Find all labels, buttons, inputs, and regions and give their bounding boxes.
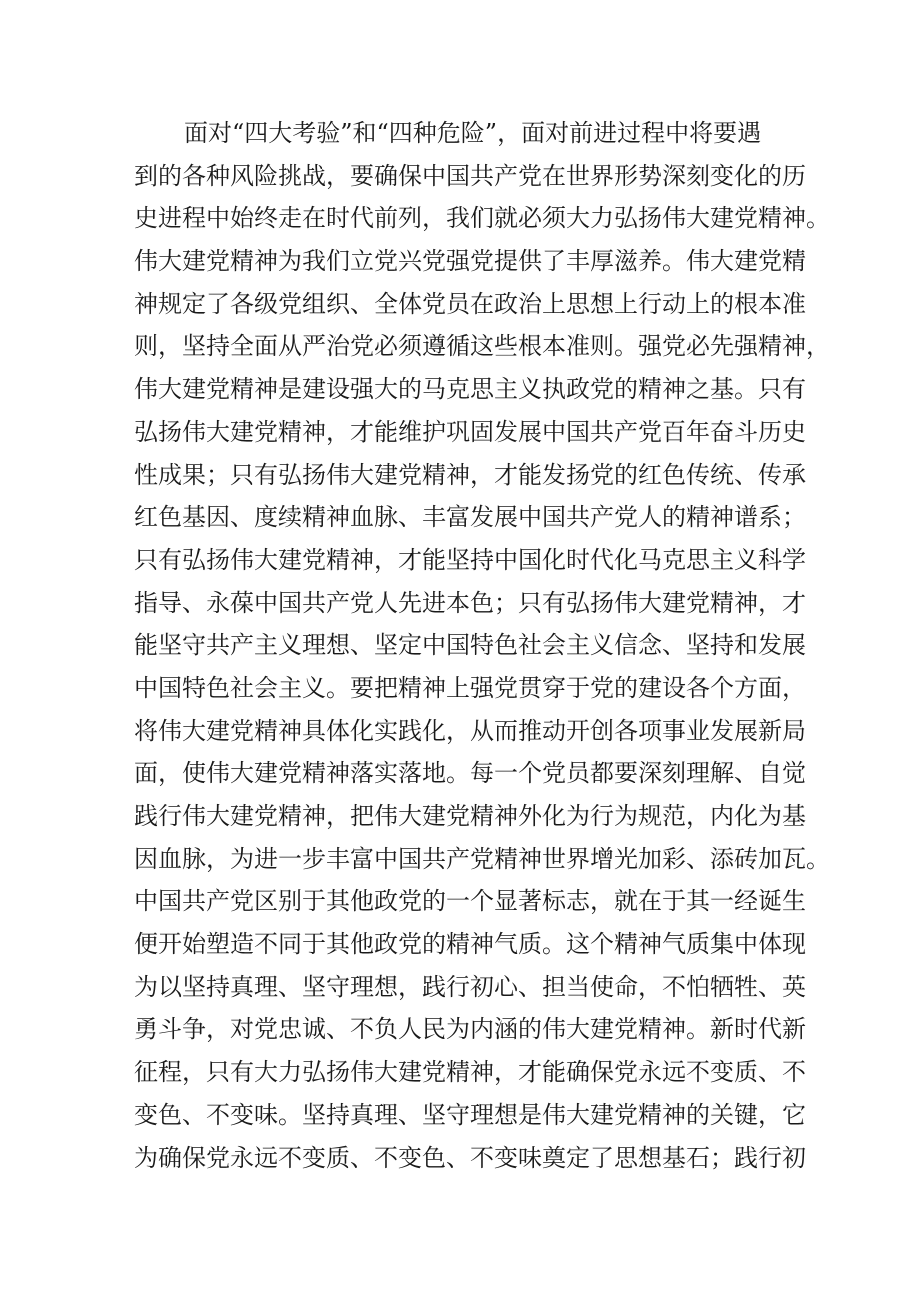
text-line: 面，使伟大建党精神落实落地。每一个党员都要深刻理解、自觉 bbox=[134, 759, 806, 788]
text-line: 践行伟大建党精神，把伟大建党精神外化为行为规范，内化为基 bbox=[134, 802, 806, 830]
text-line: 弘扬伟大建党精神，才能维护巩固发展中国共产党百年奋斗历史 bbox=[134, 417, 806, 446]
text-line: 史进程中始终走在时代前列，我们就必须大力弘扬伟大建党精神。 bbox=[134, 204, 830, 233]
text-line: 变色、不变味。坚持真理、坚守理想是伟大建党精神的关键，它 bbox=[134, 1100, 806, 1129]
text-line: 只有弘扬伟大建党精神，才能坚持中国化时代化马克思主义科学 bbox=[134, 545, 806, 574]
text-line: 神规定了各级党组织、全体党员在政治上思想上行动上的根本准 bbox=[134, 289, 806, 318]
text-line: 面对“四大考验”和“四种危险”，面对前进过程中将要遇 bbox=[184, 119, 762, 147]
text-line: 将伟大建党精神具体化实践化，从而推动开创各项事业发展新局 bbox=[134, 716, 806, 745]
text-line: 为以坚持真理、坚守理想，践行初心、担当使命，不怕牺牲、英 bbox=[134, 972, 806, 1001]
body-paragraph bbox=[134, 112, 830, 1179]
text-line: 到的各种风险挑战，要确保中国共产党在世界形势深刻变化的历 bbox=[134, 161, 806, 190]
text-line: 伟大建党精神是建设强大的马克思主义执政党的精神之基。只有 bbox=[134, 375, 806, 404]
text-line: 则，坚持全面从严治党必须遵循这些根本准则。强党必先强精神， bbox=[134, 332, 830, 361]
text-line: 性成果；只有弘扬伟大建党精神，才能发扬党的红色传统、传承 bbox=[134, 460, 806, 489]
text-line: 中国特色社会主义。要把精神上强党贯穿于党的建设各个方面， bbox=[134, 673, 806, 702]
text-line: 便开始塑造不同于其他政党的精神气质。这个精神气质集中体现 bbox=[134, 930, 806, 959]
text-line: 为确保党永远不变质、不变色、不变味奠定了思想基石；践行初 bbox=[134, 1143, 806, 1172]
text-line: 因血脉，为进一步丰富中国共产党精神世界增光加彩、添砖加瓦。 bbox=[134, 844, 830, 873]
text-line: 能坚守共产主义理想、坚定中国特色社会主义信念、坚持和发展 bbox=[134, 631, 806, 660]
text-line: 中国共产党区别于其他政党的一个显著标志，就在于其一经诞生 bbox=[134, 887, 806, 916]
text-line: 勇斗争，对党忠诚、不负人民为内涵的伟大建党精神。新时代新 bbox=[134, 1015, 806, 1044]
text-line: 伟大建党精神为我们立党兴党强党提供了丰厚滋养。伟大建党精 bbox=[134, 247, 806, 276]
text-line: 征程，只有大力弘扬伟大建党精神，才能确保党永远不变质、不 bbox=[134, 1058, 806, 1087]
text-line: 红色基因、度续精神血脉、丰富发展中国共产党人的精神谱系； bbox=[134, 503, 806, 532]
text-line: 指导、永葆中国共产党人先进本色；只有弘扬伟大建党精神，才 bbox=[134, 588, 806, 617]
